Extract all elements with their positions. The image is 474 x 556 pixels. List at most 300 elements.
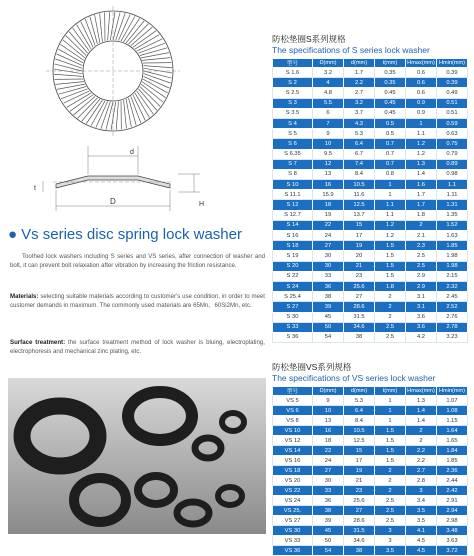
table-cell: 0.89 xyxy=(437,159,468,169)
column-header: 型号 xyxy=(273,387,313,396)
table-row xyxy=(273,139,468,149)
table-cell: 3.4 xyxy=(406,496,437,506)
table-cell: 2 xyxy=(375,302,406,312)
table-cell: 1.07 xyxy=(437,396,468,406)
table-cell: 2.5 xyxy=(406,261,437,271)
table-row xyxy=(273,416,468,426)
table-cell: 1.8 xyxy=(406,210,437,220)
table-row xyxy=(273,68,468,78)
table-cell: 1.65 xyxy=(437,436,468,446)
table-cell: 17 xyxy=(344,231,375,241)
table-cell: 3 xyxy=(375,526,406,536)
table-cell: 54 xyxy=(313,546,344,556)
table-cell: 2.7 xyxy=(344,88,375,98)
table-cell: S 3.5 xyxy=(273,108,313,118)
table-row xyxy=(273,446,468,456)
table-cell: 1.85 xyxy=(437,456,468,466)
table-cell: 1 xyxy=(375,190,406,200)
table-cell: 0.75 xyxy=(437,139,468,149)
washer-top-view xyxy=(46,6,180,136)
table-cell: 20 xyxy=(344,251,375,261)
materials-label: Materials: xyxy=(10,293,38,300)
table-row xyxy=(273,526,468,536)
table-cell: 0.59 xyxy=(437,118,468,128)
table-cell: 1.7 xyxy=(406,190,437,200)
table-cell: 2 xyxy=(375,476,406,486)
title-bullet: ● xyxy=(8,226,17,243)
table-cell: S 12.7 xyxy=(273,210,313,220)
dim-t-label: t xyxy=(34,185,36,192)
table-cell: 1.6 xyxy=(406,180,437,190)
table-cell: 2.5 xyxy=(375,322,406,332)
table-row xyxy=(273,159,468,169)
table-cell: 12 xyxy=(313,159,344,169)
table-cell: 0.7 xyxy=(375,149,406,159)
table-cell: 3.48 xyxy=(437,526,468,536)
table-cell: S 22 xyxy=(273,271,313,281)
table-cell: 4.5 xyxy=(406,546,437,556)
table-cell: S 12 xyxy=(273,200,313,210)
table-cell: 11.6 xyxy=(344,190,375,200)
table-cell: 1.98 xyxy=(437,251,468,261)
table-row xyxy=(273,129,468,139)
table-cell: 1 xyxy=(375,416,406,426)
table-cell: 6.4 xyxy=(344,406,375,416)
table-cell: 28.6 xyxy=(344,302,375,312)
table-row xyxy=(273,292,468,302)
table-cell: 12.5 xyxy=(344,436,375,446)
table-cell: 6.4 xyxy=(344,139,375,149)
table-cell: 1.4 xyxy=(406,169,437,179)
table-cell: 0.79 xyxy=(437,149,468,159)
table-cell: 0.9 xyxy=(406,98,437,108)
table-cell: 1.3 xyxy=(406,396,437,406)
table-cell: 23 xyxy=(344,486,375,496)
vs-series-table xyxy=(272,386,468,556)
table-cell: S 11.1 xyxy=(273,190,313,200)
table-cell: VS 18 xyxy=(273,466,313,476)
table-cell: 0.98 xyxy=(437,169,468,179)
treatment-paragraph xyxy=(10,338,265,356)
table-row xyxy=(273,149,468,159)
table-cell: 0.9 xyxy=(406,108,437,118)
table-cell: 4.3 xyxy=(344,118,375,128)
table-cell: 2.45 xyxy=(437,292,468,302)
table-cell: VS 14 xyxy=(273,446,313,456)
table-cell: S 24 xyxy=(273,281,313,291)
table-cell: 2 xyxy=(375,466,406,476)
table-cell: 4.8 xyxy=(313,88,344,98)
table-cell: 18 xyxy=(313,436,344,446)
table-cell: 15 xyxy=(344,220,375,230)
table-row xyxy=(273,322,468,332)
table-cell: 7.4 xyxy=(344,159,375,169)
table-cell: S 16 xyxy=(273,231,313,241)
table-cell: 3.23 xyxy=(437,332,468,342)
table-cell: 0.63 xyxy=(437,129,468,139)
table-cell: 3.6 xyxy=(406,312,437,322)
table-row xyxy=(273,466,468,476)
table-cell: 1.1 xyxy=(375,200,406,210)
table-row xyxy=(273,406,468,416)
table-cell: 16 xyxy=(313,426,344,436)
table-cell: 0.7 xyxy=(375,159,406,169)
table-cell: 2.44 xyxy=(437,476,468,486)
table-cell: 1 xyxy=(406,118,437,128)
table-cell: 15 xyxy=(344,446,375,456)
table-cell: 22 xyxy=(313,446,344,456)
table-cell: 2.78 xyxy=(437,322,468,332)
table-cell: 1.35 xyxy=(437,210,468,220)
s-table-title-en: The specifications of S series lock washer xyxy=(272,45,468,56)
dim-D-label: D xyxy=(110,197,116,206)
table-cell: 15.9 xyxy=(313,190,344,200)
treatment-text: the surface treatment method of lock washer is bluing, electroplating, electrophoresis and mechanical zinc plating, etc. xyxy=(10,339,265,355)
table-cell: 1 xyxy=(375,180,406,190)
table-row xyxy=(273,220,468,230)
table-cell: 2.32 xyxy=(437,281,468,291)
table-cell: 5.5 xyxy=(313,98,344,108)
column-header: Hmax(mm) xyxy=(406,59,437,68)
table-cell: 1.3 xyxy=(406,159,437,169)
table-cell: S 4 xyxy=(273,118,313,128)
table-cell: 1.85 xyxy=(437,241,468,251)
table-cell: 4.2 xyxy=(406,332,437,342)
intro-paragraph: Toothed lock washers including S series and VS series, after connection of washer and bolt, it can prevent bolt relaxation after vibration by increasing the friction resistance. xyxy=(10,252,265,270)
table-cell: 2.8 xyxy=(406,476,437,486)
table-cell: 2 xyxy=(375,486,406,496)
table-cell: S 30 xyxy=(273,312,313,322)
table-cell: 0.8 xyxy=(375,169,406,179)
table-cell: 25.6 xyxy=(344,496,375,506)
table-cell: 30 xyxy=(313,251,344,261)
table-row xyxy=(273,436,468,446)
vs-table-title-en: The specifications of VS series lock washer xyxy=(272,373,468,384)
table-cell: 3.63 xyxy=(437,536,468,546)
table-cell: VS 10 xyxy=(273,426,313,436)
table-cell: 45 xyxy=(313,312,344,322)
table-cell: 17 xyxy=(344,456,375,466)
table-cell: 1.1 xyxy=(437,180,468,190)
table-row xyxy=(273,180,468,190)
table-row xyxy=(273,108,468,118)
table-cell: 2.5 xyxy=(406,251,437,261)
table-cell: 0.39 xyxy=(437,78,468,88)
table-cell: 38 xyxy=(344,546,375,556)
vs-series-block xyxy=(272,362,468,556)
table-cell: 2.2 xyxy=(344,78,375,88)
table-cell: 34.6 xyxy=(344,536,375,546)
washer-side-view xyxy=(34,146,204,211)
table-cell: 3.1 xyxy=(406,292,437,302)
table-cell: 0.49 xyxy=(437,88,468,98)
table-row xyxy=(273,98,468,108)
table-cell: 0.5 xyxy=(375,129,406,139)
column-header: t(mm) xyxy=(375,387,406,396)
table-row xyxy=(273,281,468,291)
table-cell: S 19 xyxy=(273,251,313,261)
s-table-title-cn: 防松垫圈S系列规格 xyxy=(272,34,468,45)
table-row xyxy=(273,302,468,312)
table-cell: 30 xyxy=(313,476,344,486)
table-cell: 45 xyxy=(313,526,344,536)
table-cell: 24 xyxy=(313,456,344,466)
table-cell: 2.5 xyxy=(375,506,406,516)
table-cell: 2 xyxy=(375,292,406,302)
table-cell: 1.1 xyxy=(375,210,406,220)
table-row xyxy=(273,486,468,496)
table-cell: 2 xyxy=(406,436,437,446)
table-cell: 33 xyxy=(313,486,344,496)
table-cell: 1.11 xyxy=(437,190,468,200)
table-row xyxy=(273,241,468,251)
table-cell: 18 xyxy=(313,200,344,210)
table-cell: 38 xyxy=(344,332,375,342)
table-cell: 36 xyxy=(313,496,344,506)
washer-diagram xyxy=(18,6,208,221)
table-cell: S 6 xyxy=(273,139,313,149)
table-cell: 38 xyxy=(313,292,344,302)
table-row xyxy=(273,78,468,88)
table-cell: 31.5 xyxy=(344,312,375,322)
table-cell: 50 xyxy=(313,322,344,332)
column-header: 型号 xyxy=(273,59,313,68)
table-cell: 0.6 xyxy=(406,78,437,88)
table-cell: VS 36 xyxy=(273,546,313,556)
table-cell: 13 xyxy=(313,169,344,179)
dim-H-label: H xyxy=(199,201,204,208)
table-cell: 23 xyxy=(344,271,375,281)
table-cell: 9 xyxy=(313,129,344,139)
table-cell: 0.51 xyxy=(437,98,468,108)
s-series-block xyxy=(272,34,468,343)
table-row xyxy=(273,169,468,179)
table-cell: 3.72 xyxy=(437,546,468,556)
table-cell: 1.5 xyxy=(375,241,406,251)
table-row xyxy=(273,88,468,98)
table-cell: 2.36 xyxy=(437,466,468,476)
table-row xyxy=(273,261,468,271)
table-cell: 3.6 xyxy=(406,322,437,332)
table-cell: 1 xyxy=(375,396,406,406)
table-cell: 54 xyxy=(313,332,344,342)
vs-table-title-cn: 防松垫圈VS系列规格 xyxy=(272,362,468,373)
table-row xyxy=(273,312,468,322)
table-cell: S 3 xyxy=(273,98,313,108)
table-cell: VS 5 xyxy=(273,396,313,406)
table-cell: S 33 xyxy=(273,322,313,332)
table-row xyxy=(273,456,468,466)
table-cell: S 2.5 xyxy=(273,88,313,98)
dim-d-label: d xyxy=(130,149,134,156)
table-cell: 12.5 xyxy=(344,200,375,210)
s-series-table xyxy=(272,58,468,343)
table-cell: 50 xyxy=(313,536,344,546)
table-cell: 1.1 xyxy=(406,129,437,139)
table-cell: 3.1 xyxy=(406,302,437,312)
table-cell: 1.98 xyxy=(437,261,468,271)
table-cell: S 5 xyxy=(273,129,313,139)
table-cell: VS 27 xyxy=(273,516,313,526)
materials-text: selecting suitable materials according to customer's use condition, in order to meet customer demands in maximum. The commonly used materials are 65Mn、60Si2Mn, etc. xyxy=(10,293,265,309)
table-cell: S 2 xyxy=(273,78,313,88)
table-cell: 1.5 xyxy=(375,426,406,436)
table-cell: 10.5 xyxy=(344,426,375,436)
table-row xyxy=(273,231,468,241)
table-cell: 33 xyxy=(313,271,344,281)
table-cell: 2.1 xyxy=(406,231,437,241)
table-cell: 22 xyxy=(313,220,344,230)
table-cell: 34.6 xyxy=(344,322,375,332)
table-cell: 39 xyxy=(313,302,344,312)
table-cell: S 14 xyxy=(273,220,313,230)
table-cell: 1.7 xyxy=(344,68,375,78)
table-cell: 1.64 xyxy=(437,426,468,436)
table-cell: 8.4 xyxy=(344,169,375,179)
table-cell: 2 xyxy=(406,220,437,230)
table-cell: 3.2 xyxy=(344,98,375,108)
table-cell: 1.63 xyxy=(437,231,468,241)
table-cell: VS 24 xyxy=(273,496,313,506)
treatment-label: Surface treatment: xyxy=(10,339,65,346)
table-row xyxy=(273,271,468,281)
column-header: Hmin(mm) xyxy=(437,387,468,396)
table-row xyxy=(273,516,468,526)
table-row xyxy=(273,536,468,546)
table-cell: VS 30 xyxy=(273,526,313,536)
table-cell: 4 xyxy=(313,78,344,88)
column-header: d(mm) xyxy=(344,387,375,396)
table-cell: 1.7 xyxy=(406,200,437,210)
table-cell: 0.7 xyxy=(375,139,406,149)
table-cell: 3.2 xyxy=(313,68,344,78)
table-cell: 3 xyxy=(406,486,437,496)
table-cell: 2.76 xyxy=(437,312,468,322)
table-cell: 1.4 xyxy=(406,406,437,416)
table-cell: 19 xyxy=(313,210,344,220)
table-cell: VS 12 xyxy=(273,436,313,446)
table-cell: 0.35 xyxy=(375,78,406,88)
table-row xyxy=(273,190,468,200)
table-cell: 5.3 xyxy=(344,129,375,139)
table-cell: 4.5 xyxy=(406,536,437,546)
table-cell: S 1.6 xyxy=(273,68,313,78)
table-cell: 1.15 xyxy=(437,416,468,426)
column-header: Hmin(mm) xyxy=(437,59,468,68)
table-cell: 0.45 xyxy=(375,98,406,108)
table-cell: 25.6 xyxy=(344,281,375,291)
table-cell: 5.3 xyxy=(344,396,375,406)
table-cell: 7 xyxy=(313,118,344,128)
column-header: t(mm) xyxy=(375,59,406,68)
table-cell: 27 xyxy=(344,292,375,302)
table-cell: VS 6 xyxy=(273,406,313,416)
table-cell: 1.5 xyxy=(375,456,406,466)
table-cell: 16 xyxy=(313,180,344,190)
table-cell: 1.2 xyxy=(406,149,437,159)
table-cell: 3.7 xyxy=(344,108,375,118)
table-cell: 2 xyxy=(406,426,437,436)
table-cell: 1.08 xyxy=(437,406,468,416)
table-cell: 9.5 xyxy=(313,149,344,159)
table-cell: 28.6 xyxy=(344,516,375,526)
table-cell: 1.8 xyxy=(375,281,406,291)
table-cell: 0.6 xyxy=(406,68,437,78)
table-cell: 2.3 xyxy=(406,241,437,251)
table-cell: 27 xyxy=(313,466,344,476)
column-header: d(mm) xyxy=(344,59,375,68)
table-cell: 1.2 xyxy=(375,220,406,230)
table-cell: 0.45 xyxy=(375,88,406,98)
table-cell: 39 xyxy=(313,516,344,526)
table-cell: 1.5 xyxy=(375,436,406,446)
table-cell: 0.5 xyxy=(375,118,406,128)
table-cell: 1.5 xyxy=(375,446,406,456)
table-cell: S 8 xyxy=(273,169,313,179)
table-cell: VS 33 xyxy=(273,536,313,546)
table-cell: S 7 xyxy=(273,159,313,169)
table-cell: 3.5 xyxy=(375,546,406,556)
table-cell: 3 xyxy=(375,536,406,546)
table-cell: 2.2 xyxy=(406,446,437,456)
title-text: Vs series disc spring lock washer xyxy=(21,226,242,243)
table-cell: 2.9 xyxy=(406,281,437,291)
table-cell: S 10 xyxy=(273,180,313,190)
table-row xyxy=(273,496,468,506)
washers-photo xyxy=(8,378,266,534)
table-cell: 31.5 xyxy=(344,526,375,536)
table-cell: 1.4 xyxy=(406,416,437,426)
table-cell: 2.42 xyxy=(437,486,468,496)
table-row xyxy=(273,476,468,486)
table-cell: VS 8 xyxy=(273,416,313,426)
table-cell: 13.7 xyxy=(344,210,375,220)
table-cell: 1 xyxy=(375,406,406,416)
table-cell: VS 20 xyxy=(273,476,313,486)
table-row xyxy=(273,506,468,516)
table-cell: 1.5 xyxy=(375,251,406,261)
table-cell: S 20 xyxy=(273,261,313,271)
table-cell: 2.2 xyxy=(406,456,437,466)
table-cell: 1.2 xyxy=(406,139,437,149)
table-cell: 3.5 xyxy=(406,506,437,516)
column-header: Hmax(mm) xyxy=(406,387,437,396)
table-cell: 6.7 xyxy=(344,149,375,159)
table-row xyxy=(273,332,468,342)
table-cell: 21 xyxy=(344,476,375,486)
table-row xyxy=(273,426,468,436)
table-cell: 19 xyxy=(344,466,375,476)
table-cell: 1.2 xyxy=(375,231,406,241)
table-cell: 2.52 xyxy=(437,302,468,312)
table-cell: 0.6 xyxy=(406,88,437,98)
table-row xyxy=(273,200,468,210)
table-cell: 4.1 xyxy=(406,526,437,536)
table-cell: 13 xyxy=(313,416,344,426)
table-cell: 2.7 xyxy=(406,466,437,476)
table-row xyxy=(273,251,468,261)
table-cell: 2.5 xyxy=(375,496,406,506)
table-cell: 2.98 xyxy=(437,516,468,526)
column-header: D(mm) xyxy=(313,387,344,396)
table-cell: 2.94 xyxy=(437,506,468,516)
table-cell: 2.15 xyxy=(437,271,468,281)
table-cell: 9 xyxy=(313,396,344,406)
table-row xyxy=(273,546,468,556)
table-cell: 1.5 xyxy=(375,261,406,271)
table-cell: 27 xyxy=(313,241,344,251)
table-cell: S 27 xyxy=(273,302,313,312)
